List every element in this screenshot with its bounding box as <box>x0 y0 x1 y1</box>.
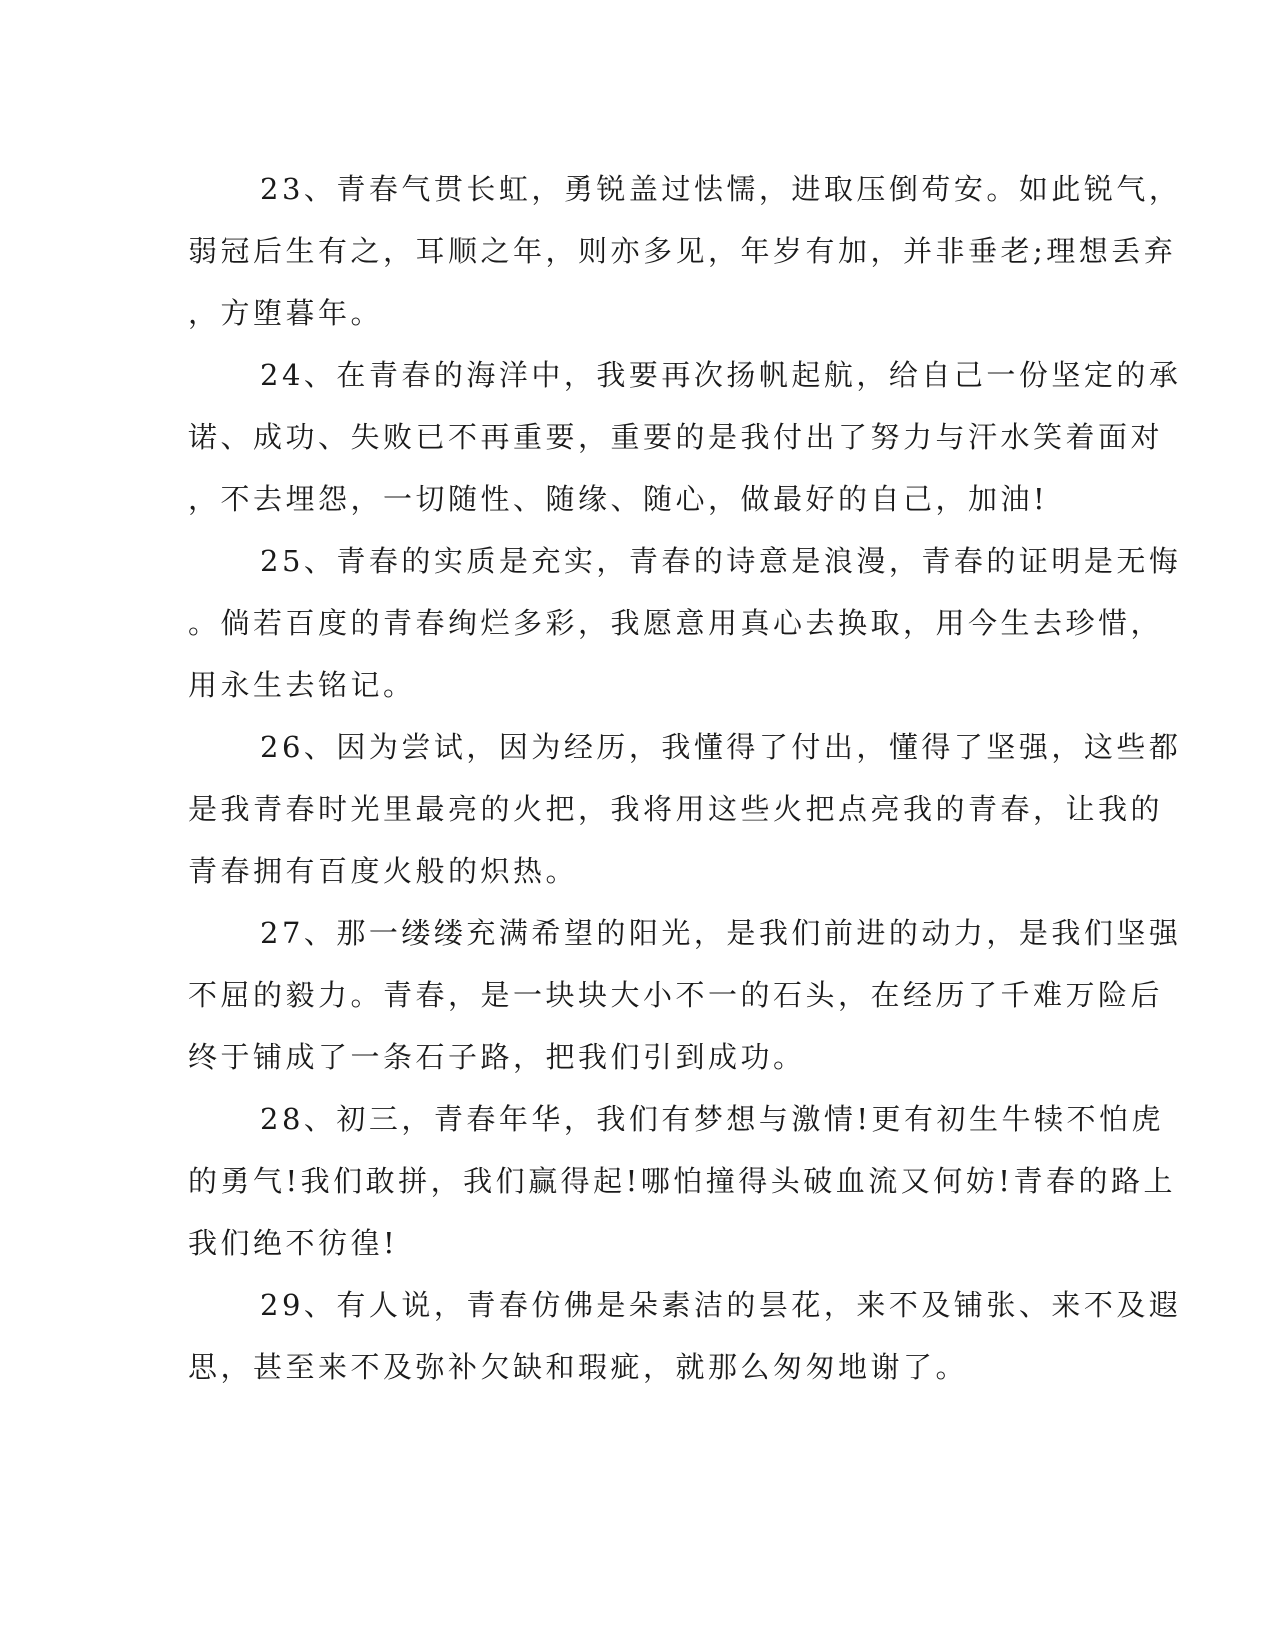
paragraph-24 <box>188 344 1182 530</box>
paragraph-line: ，不去埋怨，一切随性、随缘、随心，做最好的自己，加油! <box>188 482 1049 516</box>
paragraph-line: 是我青春时光里最亮的火把，我将用这些火把点亮我的青春，让我的 <box>188 792 1164 826</box>
paragraph-line: 终于铺成了一条石子路，把我们引到成功。 <box>188 1040 806 1074</box>
paragraph-line: 思，甚至来不及弥补欠缺和瑕疵，就那么匆匆地谢了。 <box>188 1350 969 1384</box>
paragraph-line: 23、青春气贯长虹，勇锐盖过怯懦，进取压倒苟安。如此锐气， <box>260 172 1182 206</box>
paragraph-line: 的勇气!我们敢拼，我们赢得起!哪怕撞得头破血流又何妨!青春的路上 <box>188 1164 1176 1198</box>
paragraph-line: 29、有人说，青春仿佛是朵素洁的昙花，来不及铺张、来不及遐 <box>260 1288 1182 1322</box>
paragraph-line: ，方堕暮年。 <box>188 296 384 330</box>
paragraph-line: 不屈的毅力。青春，是一块块大小不一的石头，在经历了千难万险后 <box>188 978 1164 1012</box>
document-body <box>188 158 1182 1398</box>
paragraph-29 <box>188 1274 1182 1398</box>
paragraph-line: 诺、成功、失败已不再重要，重要的是我付出了努力与汗水笑着面对 <box>188 420 1164 454</box>
paragraph-line: 我们绝不彷徨! <box>188 1226 399 1260</box>
paragraph-line: 26、因为尝试，因为经历，我懂得了付出，懂得了坚强，这些都 <box>260 730 1182 764</box>
paragraph-line: 27、那一缕缕充满希望的阳光，是我们前进的动力，是我们坚强 <box>260 916 1182 950</box>
paragraph-line: 弱冠后生有之，耳顺之年，则亦多见，年岁有加，并非垂老;理想丢弃 <box>188 234 1177 268</box>
paragraph-26 <box>188 716 1182 902</box>
paragraph-25 <box>188 530 1182 716</box>
paragraph-line: 用永生去铭记。 <box>188 668 416 702</box>
paragraph-23 <box>188 158 1182 344</box>
paragraph-line: 24、在青春的海洋中，我要再次扬帆起航，给自己一份坚定的承 <box>260 358 1182 392</box>
paragraph-line: 28、初三，青春年华，我们有梦想与激情!更有初生牛犊不怕虎 <box>260 1102 1165 1136</box>
paragraph-28 <box>188 1088 1176 1274</box>
paragraph-line: 青春拥有百度火般的炽热。 <box>188 854 579 888</box>
paragraph-line: 25、青春的实质是充实，青春的诗意是浪漫，青春的证明是无悔 <box>260 544 1182 578</box>
paragraph-27 <box>188 902 1182 1088</box>
paragraph-line: 。倘若百度的青春绚烂多彩，我愿意用真心去换取，用今生去珍惜， <box>188 606 1164 640</box>
